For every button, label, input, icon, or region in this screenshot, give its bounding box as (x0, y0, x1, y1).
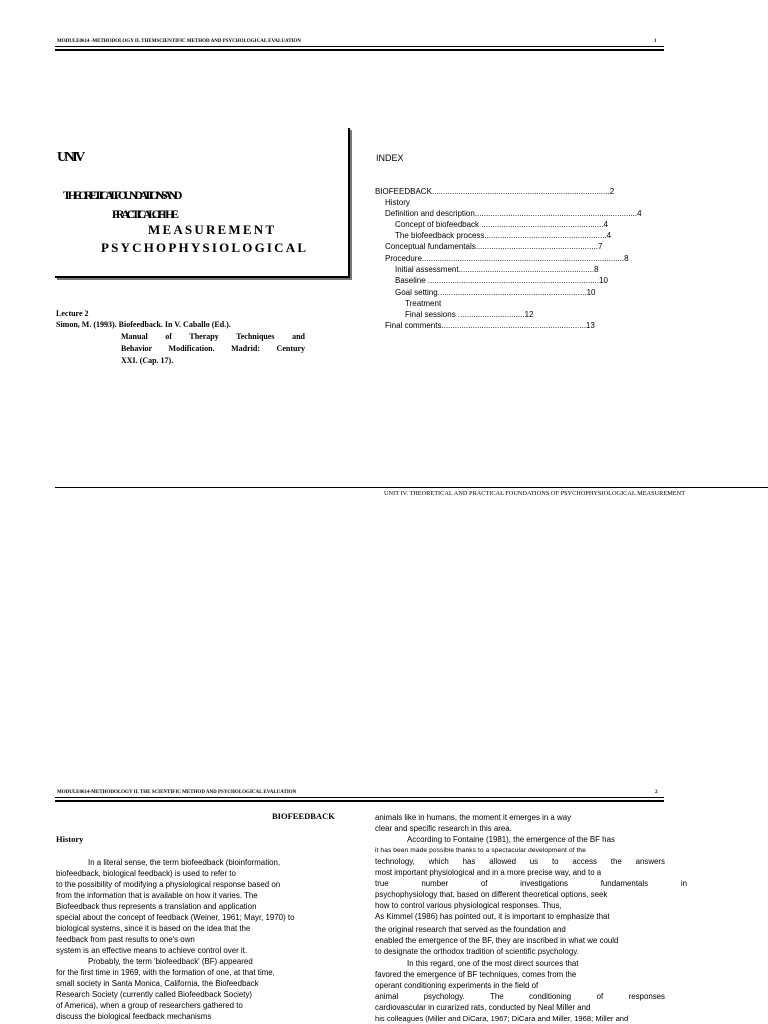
reading-line-2: Manual of Therapy Techniques and (121, 332, 305, 341)
index-heading: INDEX (376, 153, 404, 163)
reading-line-4: XXI. (Cap. 17). (121, 356, 174, 365)
right-col-line: how to control various physiological responses. Thus, (375, 901, 562, 910)
right-col-line: animals like in humans, the moment it emerges in a way (375, 813, 572, 822)
right-col-line: clear and specific research in this area. (375, 824, 512, 833)
left-col-line: biological systems, since it is based on the idea that the (56, 924, 251, 933)
right-col-line: his colleagues (Miller and DiCara, 1967; DiCara and Miller, 1968; Miller and (375, 1014, 629, 1023)
right-col-line: operant conditioning experiments in the field of (375, 981, 539, 990)
unit-title-line-3: MEASUREMENT (148, 222, 277, 237)
reading-label: Lecture 2 (56, 309, 89, 318)
index-entry-baseline: Baseline .............................................................................10 (395, 276, 608, 285)
right-col-line: most important physiological and in a more precise way, and to a (375, 868, 602, 877)
page2-header-rule-bottom (55, 800, 664, 802)
page1-page-number: 1 (654, 39, 657, 44)
index-entry-biofeedback: BIOFEEDBACK................................................................................2 (375, 187, 615, 196)
right-col-line: technology, which has allowed us to access the answers (375, 857, 665, 866)
right-col-line: enabled the emergence of the BF, they are inscribed in what we could (375, 936, 619, 945)
right-col-line: In this regard, one of the most direct sources that (407, 959, 579, 968)
section-title: BIOFEEDBACK (272, 811, 335, 821)
right-col-line: the original research that served as the foundation and (375, 925, 566, 934)
page1-footer: UNIT IV. THEORETICAL AND PRACTICAL FOUNDATIONS OF PSYCHOPHYSIOLOGICAL MEASUREMENT (384, 490, 686, 497)
right-col-line: it has been made possible thanks to a spectacular development of the (375, 847, 586, 854)
right-col-line: According to Fontaine (1981), the emergence of the BF has (407, 835, 615, 844)
right-col-line: cardiovascular in curarized rats, conducted by Neal Miller and (375, 1003, 591, 1012)
index-entry-process: The biofeedback process.......................................................4 (395, 231, 612, 240)
index-entry-final-comments: Final comments.................................................................13 (385, 321, 595, 330)
page2-header-left: MODULE0614-METHODOLOGY II. THE SCIENTIFIC METHOD AND PSYCHOLOGICAL EVALUATION (57, 790, 297, 795)
right-col-line: psychophysiology that, based on different theoretical options, seek (375, 890, 608, 899)
left-col-line: feedback from past results to one's own (56, 935, 195, 944)
reading-line-3: Behavior Modification. Madrid: Century (121, 344, 305, 353)
subsection-history: History (56, 834, 84, 844)
left-col-line: biofeedback, biological feedback) is used to refer to (56, 869, 236, 878)
index-entry-fundamentals: Conceptual fundamentals.......................................................7 (385, 242, 603, 251)
left-col-line: system is an effective means to achieve control over it. (56, 946, 248, 955)
left-col-line: Probably, the term 'biofeedback' (BF) appeared (88, 957, 253, 966)
index-entry-treatment: Treatment (405, 299, 442, 308)
left-col-line: discuss the biological feedback mechanisms (56, 1012, 212, 1021)
page2-page-number: 2 (655, 790, 658, 795)
right-col-line: to designate the orthodox tradition of scientific psychology. (375, 947, 579, 956)
unit-title-line-4: PSYCHOPHYSIOLOGICAL (101, 240, 309, 255)
left-col-line: of America), when a group of researchers gathered to (56, 1001, 243, 1010)
right-col-line: animal psychology. The conditioning of responses (375, 992, 665, 1001)
page1-header-left: MODULE0614 -METHODOLOGY II. THEMSCIENTIFIC METHOD AND PSYCHOLOGICAL EVALUATION (57, 39, 302, 44)
left-col-line: from the information that is available on how it varies. The (56, 891, 258, 900)
right-col-line: true number of investigations fundamentals in (375, 879, 687, 888)
index-entry-initial-assessment: Initial assessment.............................................................8 (395, 265, 599, 274)
right-col-line: favored the emergence of BF techniques, comes from the (375, 970, 577, 979)
left-col-line: special about the concept of feedback (Weiner, 1961; Mayr, 1970) to (56, 913, 295, 922)
page1-footer-rule (55, 487, 768, 488)
page1-header-rule-top (55, 46, 664, 47)
unit-title-line-2: PRACTICAL OF THE (112, 207, 176, 221)
index-entry-concept: Concept of biofeedback .......................................................4 (395, 220, 608, 229)
reading-line-1: Simon, M. (1993). Biofeedback. In V. Caballo (Ed.). (56, 320, 231, 329)
left-col-line: for the first time in 1969, with the formation of one, at that time, (56, 968, 275, 977)
right-col-line: As Kimmel (1986) has pointed out, it is important to emphasize that (375, 912, 610, 921)
index-entry-goal-setting: Goal setting...................................................................10 (395, 288, 596, 297)
index-entry-definition: Definition and description.........................................................................4 (385, 209, 642, 218)
page2-header-rule-top (55, 797, 664, 798)
index-entry-procedure: Procedure...........................................................................................8 (385, 254, 629, 263)
unit-label: UNIV (57, 150, 83, 165)
unit-title-line-1: THEORETICAL FOUNDATIONS AND (63, 188, 180, 202)
left-col-line: Biofeedback thus represents a translation and application (56, 902, 257, 911)
index-entry-history: History (385, 198, 410, 207)
left-col-line: to the possibility of modifying a physiological response based on (56, 880, 281, 889)
left-col-line: In a literal sense, the term biofeedback (bioinformation, (88, 858, 281, 867)
index-entry-final-sessions: Final sessions ..............................12 (405, 310, 534, 319)
left-col-line: small society in Santa Monica, California, the Biofeedback (56, 979, 259, 988)
page1-header-rule-bottom (55, 49, 664, 51)
left-col-line: Research Society (currently called Biofeedback Society) (56, 990, 253, 999)
